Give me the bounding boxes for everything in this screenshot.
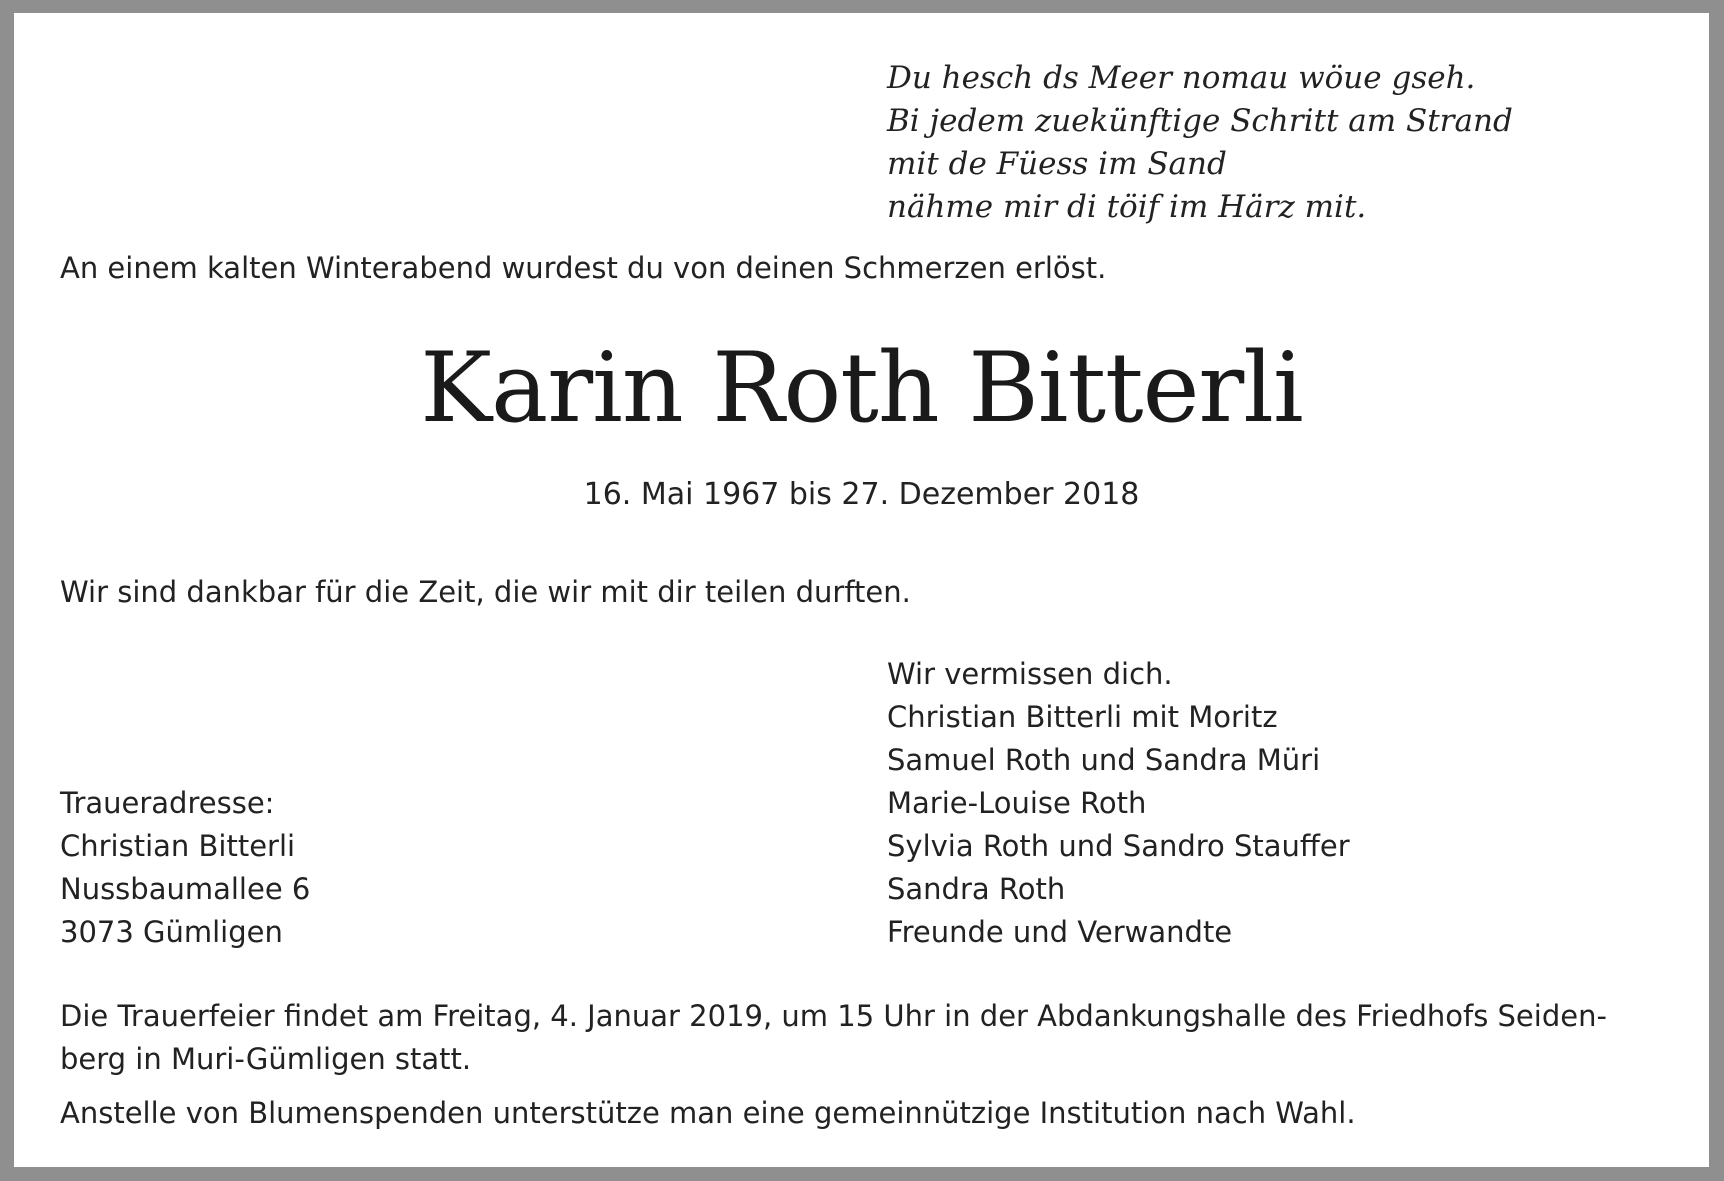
mourner-line: Marie-Louise Roth [887,786,1147,820]
address-line: Traueradresse: [60,786,275,820]
obituary-page [14,13,1709,1167]
poem-line: mit de Füess im Sand [887,146,1227,182]
donation-note: Anstelle von Blumenspenden unterstütze man eine gemeinnützige Institution nach Wahl. [60,1096,1356,1130]
service-announcement [60,995,1607,1081]
service-line: Die Trauerfeier findet am Freitag, 4. Januar 2019, um 15 Uhr in der Abdankungshalle des Friedhofs Seiden- [60,999,1607,1033]
life-dates: 16. Mai 1967 bis 27. Dezember 2018 [583,477,1140,512]
address-line: Nussbaumallee 6 [60,872,311,906]
poem [887,57,1513,229]
mourner-line: Freunde und Verwandte [887,915,1233,949]
mourner-line: Sylvia Roth und Sandro Stauffer [887,829,1350,863]
mourning-address [60,782,310,954]
address-line: Christian Bitterli [60,829,296,863]
poem-line: Bi jedem zuekünftige Schritt am Strand [887,103,1513,139]
mourner-line: Wir vermissen dich. [887,657,1173,691]
poem-line: Du hesch ds Meer nomau wöue gseh. [887,60,1476,96]
mourner-line: Samuel Roth und Sandra Müri [887,743,1321,777]
mourner-line: Sandra Roth [887,872,1066,906]
address-line: 3073 Gümligen [60,915,283,949]
mourner-line: Christian Bitterli mit Moritz [887,700,1278,734]
intro-text: An einem kalten Winterabend wurdest du von deinen Schmerzen erlöst. [60,251,1107,285]
mourners-list [887,653,1350,954]
gratitude-text: Wir sind dankbar für die Zeit, die wir mit dir teilen durften. [60,575,911,609]
service-line: berg in Muri-Gümligen statt. [60,1042,472,1076]
poem-line: nähme mir di töif im Härz mit. [887,189,1367,225]
deceased-name: Karin Roth Bitterli [420,332,1303,444]
